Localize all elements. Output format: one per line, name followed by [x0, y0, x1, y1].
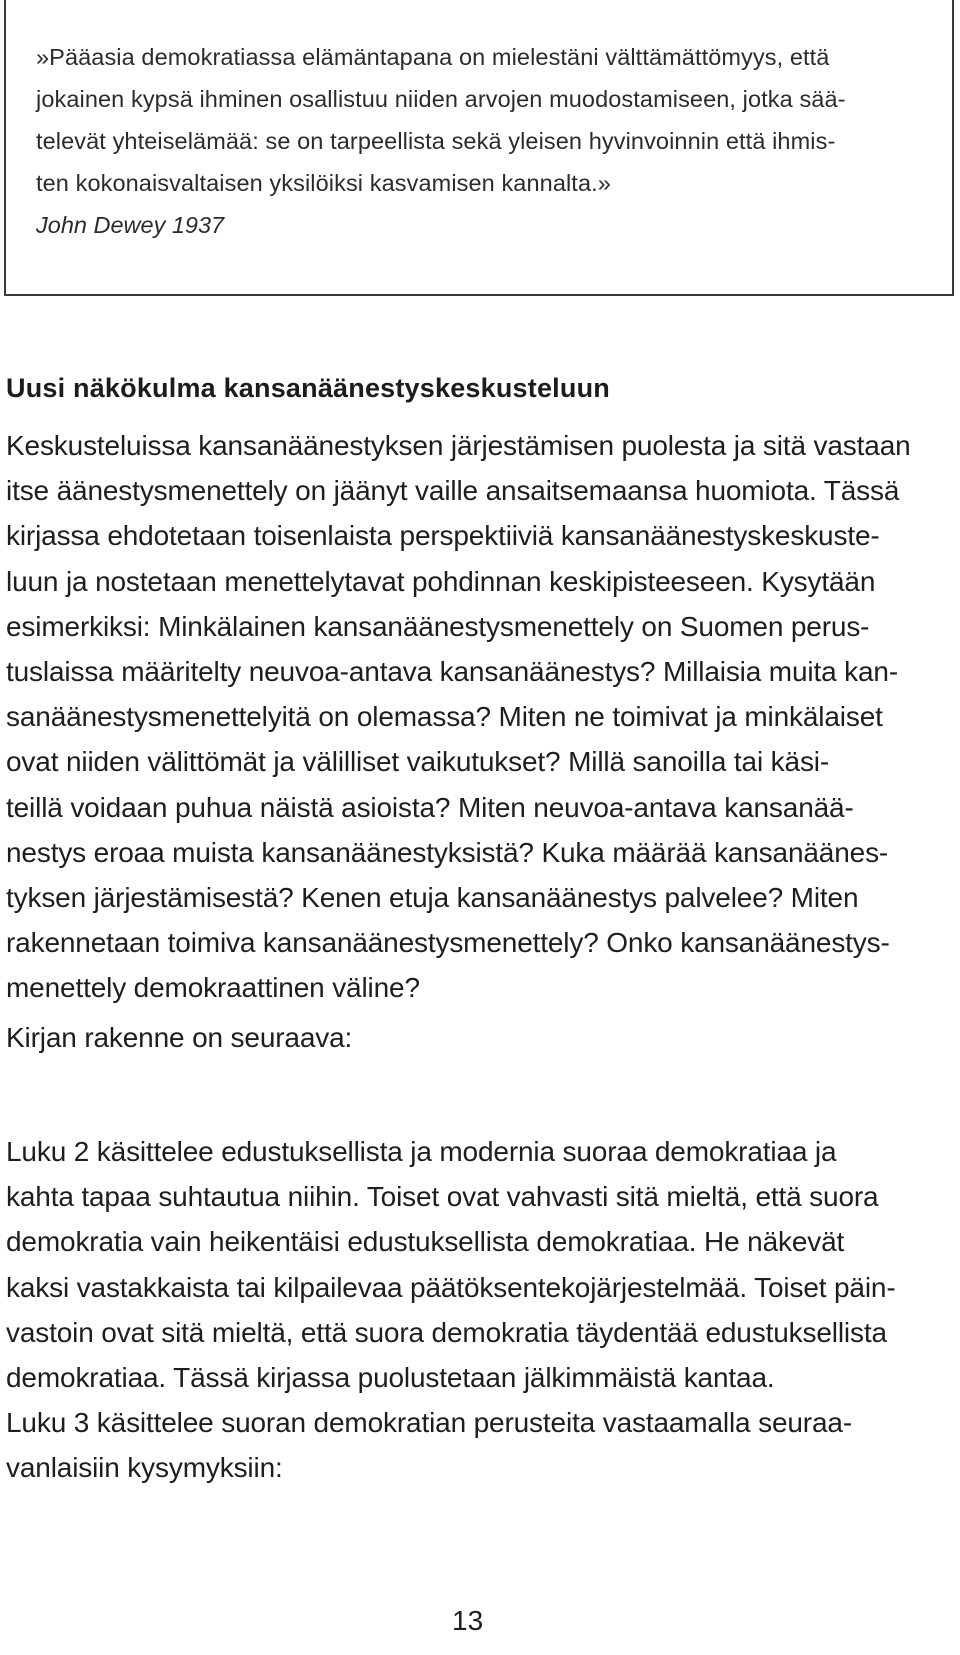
- text-line: rakennetaan toimiva kansanäänestysmenettely? Onko kansanäänestys-: [6, 927, 890, 959]
- chapter-3-paragraph: [6, 1400, 926, 1490]
- text-line: Keskusteluissa kansanäänestyksen järjestämisen puolesta ja sitä vastaan: [6, 430, 911, 461]
- text-line: itse äänestysmenettely on jäänyt vaille ansaitsemaansa huomiota. Tässä: [6, 475, 900, 507]
- text-line: vastoin ovat sitä mieltä, että suora demokratia täydentää edustuksellista: [6, 1316, 887, 1348]
- text-line: Luku 2 käsittelee edustuksellista ja modernia suoraa demokratiaa ja: [6, 1136, 837, 1167]
- text-line: kaksi vastakkaista tai kilpailevaa päätöksentekojärjestelmää. Toiset päin-: [6, 1271, 896, 1303]
- text-line: ovat niiden välittömät ja välilliset vaikutukset? Millä sanoilla tai käsi-: [6, 746, 830, 778]
- text-line: Luku 3 käsittelee suoran demokratian perusteita vastaamalla seuraa-: [6, 1407, 852, 1438]
- text-line: sanäänestysmenettelyitä on olemassa? Miten ne toimivat ja minkälaiset: [6, 701, 883, 733]
- intro-paragraph: [6, 423, 926, 1011]
- quote-author: John Dewey 1937: [36, 212, 225, 238]
- chapter-2-paragraph: [6, 1129, 926, 1400]
- text-line: demokratiaa. Tässä kirjassa puolustetaan jälkimmäistä kantaa.: [6, 1362, 775, 1394]
- quote-box: [4, 0, 954, 296]
- text-line: teillä voidaan puhua näistä asioista? Miten neuvoa-antava kansanää-: [6, 791, 854, 823]
- text-line: kahta tapaa suhtautua niihin. Toiset ovat vahvasti sitä mieltä, että suora: [6, 1181, 879, 1213]
- text-line: menettely demokraattinen väline?: [6, 972, 420, 1004]
- quote-line: »Pääasia demokratiassa elämäntapana on mielestäni välttämättömyys, että: [36, 44, 830, 70]
- text-line: nestys eroaa muista kansanäänestyksistä? Kuka määrää kansanäänes-: [6, 836, 889, 868]
- text-line: luun ja nostetaan menettelytavat pohdinnan keskipisteeseen. Kysytään: [6, 565, 876, 597]
- text-line: vanlaisiin kysymyksiin:: [6, 1452, 283, 1484]
- text-line: Kirjan rakenne on seuraava:: [6, 1022, 353, 1053]
- quote-line: jokainen kypsä ihminen osallistuu niiden arvojen muodostamiseen, jotka sää-: [36, 86, 846, 112]
- text-line: tyksen järjestämisestä? Kenen etuja kansanäänestys palvelee? Miten: [6, 882, 859, 914]
- quote-line: ten kokonaisvaltaisen yksilöiksi kasvamisen kannalta.»: [36, 170, 611, 196]
- text-line: kirjassa ehdotetaan toisenlaista perspektiiviä kansanäänestyskeskuste-: [6, 520, 880, 552]
- quote-text: [36, 36, 894, 204]
- quote-line: televät yhteiselämää: se on tarpeellista sekä yleisen hyvinvoinnin että ihmis-: [36, 128, 836, 154]
- text-line: tuslaissa määritelty neuvoa-antava kansanäänestys? Millaisia muita kan-: [6, 656, 899, 688]
- text-line: esimerkiksi: Minkälainen kansanäänestysmenettely on Suomen perus-: [6, 610, 870, 642]
- page-number: 13: [452, 1605, 484, 1636]
- structure-line: [6, 1015, 926, 1060]
- text-line: demokratia vain heikentäisi edustuksellista demokratiaa. He näkevät: [6, 1226, 845, 1258]
- section-title: Uusi näkökulma kansanäänestyskeskusteluun: [6, 373, 610, 403]
